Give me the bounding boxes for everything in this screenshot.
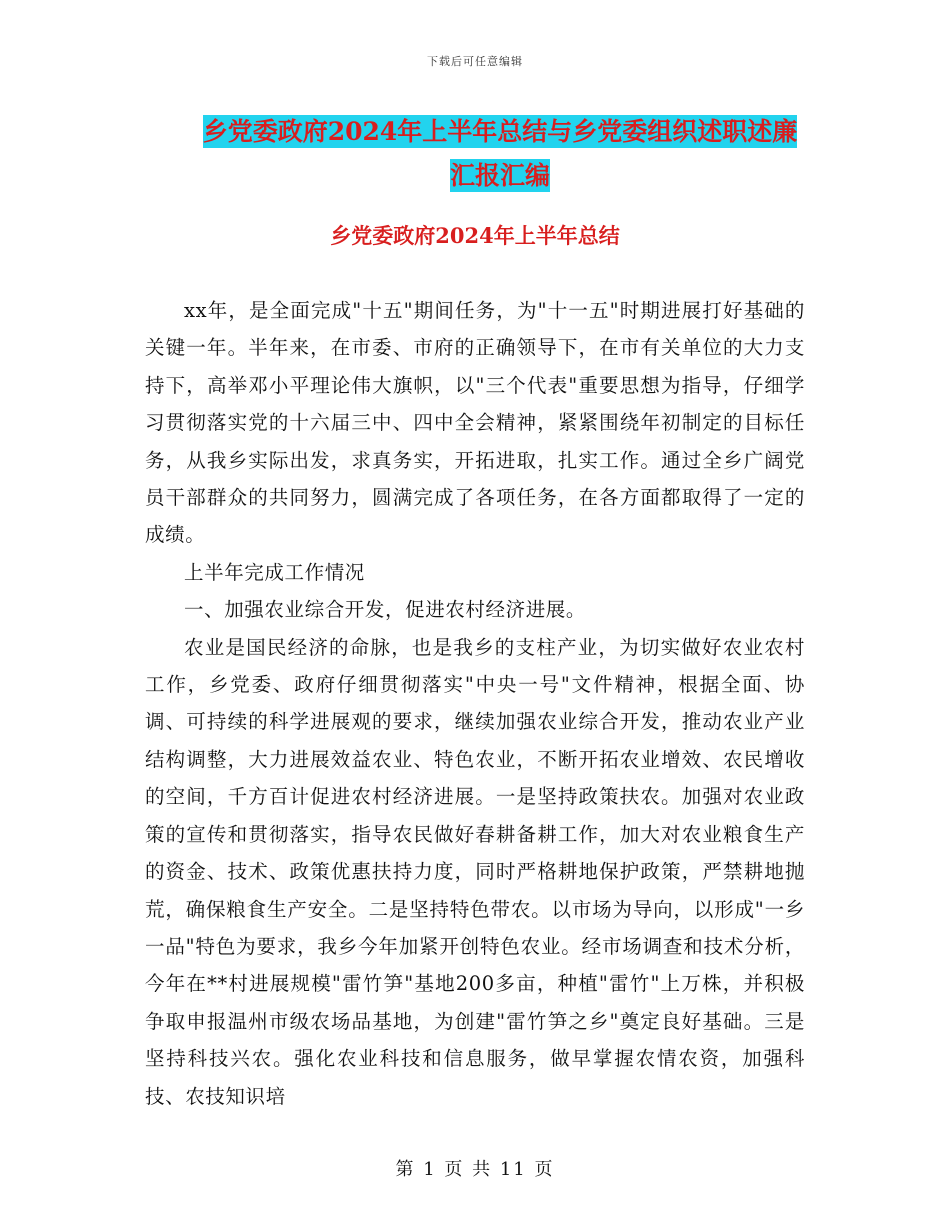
section-title: 乡党委政府2024年上半年总结 (330, 223, 620, 248)
page-number-footer: 第 1 页 共 11 页 (395, 1159, 555, 1180)
document-title-line-2: 汇报汇编 (449, 161, 550, 190)
document-title-line-1: 乡党委政府2024年上半年总结与乡党委组织述职述廉 (202, 117, 798, 146)
body-paragraph: xx年，是全面完成"十五"期间任务，为"十一五"时期进展打好基础的关键一年。半年来，在市委、市府的正确领导下，在市有关单位的大力支持下，高举邓小平理论伟大旗帜，以"三个代表"重要思想为指导，仔细学习贯彻落实党的十六届三中、四中全会精神，紧紧围绕年初制定的目标任务，从我乡实际出发，求真务实，开拓进取，扎实工作。通过全乡广阔党员干部群众的共同努力，圆满完成了各项任务，在各方面都取得了一定的成绩。 (145, 299, 805, 547)
body-paragraph: 一、加强农业综合开发，促进农村经济进展。 (184, 598, 587, 622)
document-body (145, 292, 805, 1115)
document-title (150, 110, 850, 198)
body-paragraph: 上半年完成工作情况 (184, 560, 365, 584)
body-paragraph: 农业是国民经济的命脉，也是我乡的支柱产业，为切实做好农业农村工作，乡党委、政府仔细贯彻落实"中央一号"文件精神，根据全面、协调、可持续的科学进展观的要求，继续加强农业综合开发，推动农业产业结构调整，大力进展效益农业、特色农业，不断开拓农业增效、农民增收的空间，千方百计促进农村经济进展。一是坚持政策扶农。加强对农业政策的宣传和贯彻落实，指导农民做好春耕备耕工作，加大对农业粮食生产的资金、技术、政策优惠扶持力度，同时严格耕地保护政策，严禁耕地抛荒，确保粮食生产安全。二是坚持特色带农。以市场为导向，以形成"一乡一品"特色为要求，我乡今年加紧开创特色农业。经市场调查和技术分析，今年在**村进展规模"雷竹笋"基地200多亩，种植"雷竹"上万株，并积极争取申报温州市级农场品基地，为创建"雷竹笋之乡"奠定良好基础。三是坚持科技兴农。强化农业科技和信息服务，做早掌握农情农资，加强科技、农技知识培 (145, 635, 805, 1108)
header-note: 下载后可任意编辑 (427, 55, 523, 68)
